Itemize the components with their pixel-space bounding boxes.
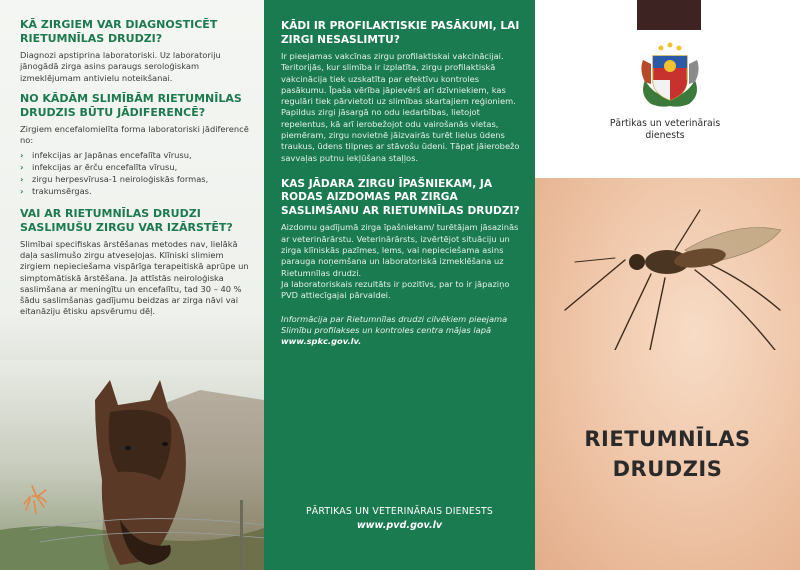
owner-action-text-2: Ja laboratoriskais rezultāts ir pozitīvs, par to ir jāpaziņo PVD attiecīgajai pārvaldei.	[281, 278, 510, 301]
info-note	[281, 314, 521, 348]
prevention-text-2: Papildus zirgi jāsargā no odu iedarbības, lietojot repelentus, kā arī ierobežojot odu vairošanās vietas, piemēram, zirgu novietnē jāizvairās turēt lielus ūdens traukus, ūdens tilpnes ar stāvošu ūdeni. Tāpat jāierobežo savvaļas putnu iekļūšana staļļos.	[281, 107, 520, 163]
mosquito-icon	[555, 200, 785, 350]
brochure-title	[535, 424, 800, 484]
owner-action-text-1: Aizdomu gadījumā zirga īpašniekam/ turētājam jāsazinās ar veterinārārstu. Veterinārārsts, izvērtējot situāciju un zirga klīniskās pazīmes, lems, vai nepieciešama asins parauga noņemšana un laboratoriskā izmeklēšana uz Rietumnīlas drudzi.	[281, 222, 519, 278]
agency-name	[585, 118, 745, 142]
left-panel	[0, 0, 264, 570]
mosquito-logo-icon	[20, 482, 54, 516]
coat-of-arms-icon	[637, 40, 703, 110]
diagnosis-text: Diagnozi apstiprina laboratoriski. Uz laboratoriju jānogādā zirga asins paraugs seroloģiskam izmeklējumam antivielu noteikšanai.	[20, 50, 221, 83]
footer-organization: PĀRTIKAS UN VETERINĀRAIS DIENESTS	[305, 506, 494, 517]
diagnosis-heading: KĀ ZIRGIEM VAR DIAGNOSTICĒT RIETUMNĪLAS DRUDZI?	[20, 18, 218, 45]
info-note-text: Informācija par Rietumnīlas drudzi cilvēkiem pieejama Slimību profilakses un kontroles centra mājas lapā	[281, 313, 508, 335]
top-color-bar	[637, 0, 701, 30]
right-panel	[535, 0, 800, 570]
treatment-text: Slimībai specifiskas ārstēšanas metodes nav, lielākā daļa saslimušo zirgu atveseļojas. Klīniski slimiem zirgiem nepieciešama vispārīga terapeitiskā aprūpe un simptomātiskā ārstēšana. Ja attīstās neiroloģiska saslimšana ar meningītu un encefalītu, tad 30 – 40 % šādu saslimšanas gadījumu beidzas ar zirga nāvi vai eitanāziju ētisku apsvērumu dēļ.	[20, 238, 249, 317]
middle-panel	[264, 0, 535, 570]
title-line-2: DRUDZIS	[612, 457, 723, 481]
agency-name-line-2: dienests	[645, 130, 685, 141]
list-item: › infekcijas ar Japānas encefalīta vīrusu,	[20, 150, 252, 162]
title-line-1: RIETUMNĪLAS	[584, 427, 751, 451]
prevention-heading: KĀDI IR PROFILAKTISKIE PASĀKUMI, LAI ZIRGI NESASLIMTU?	[281, 20, 520, 46]
list-item: › trakumsērgas.	[20, 186, 252, 198]
differential-intro: Zirgiem encefalomielīta forma laboratoriski jādiferencē no:	[20, 123, 249, 146]
middle-footer	[264, 506, 535, 531]
differential-list	[20, 150, 252, 197]
treatment-heading: VAI AR RIETUMNĪLAS DRUDZI SASLIMUŠU ZIRGU VAR IZĀRSTĒT?	[20, 206, 233, 234]
agency-name-line-1: Pārtikas un veterinārais	[609, 118, 721, 129]
list-item: › infekcijas ar ērču encefalīta vīrusu,	[20, 162, 252, 174]
differential-heading: NO KĀDĀM SLIMĪBĀM RIETUMNĪLAS DRUDZIS BŪTU JĀDIFERENCĒ?	[20, 91, 242, 119]
pvd-link[interactable]: www.pvd.gov.lv	[356, 520, 443, 531]
horse-photo	[0, 360, 264, 570]
owner-action-heading: KAS JĀDARA ZIRGU ĪPAŠNIEKAM, JA RODAS AIZDOMAS PAR ZIRGA SASLIMŠANU AR RIETUMNĪLAS DRUDZI?	[281, 177, 520, 217]
list-item: › zirgu herpesvīrusa-1 neiroloģiskās formas,	[20, 174, 252, 186]
prevention-text-1: Ir pieejamas vakcīnas zirgu profilaktiskai vakcinācijai. Teritorijās, kur slimība ir izplatīta, zirgu profilaktiskā vakcinācija tiek uzskatīta par efektīvu kontroles pasākumu. Īpaša vērība jāpievērš arī dzīvniekiem, kas regulāri tiek pārvietoti uz slimības skartajiem reģioniem.	[281, 51, 516, 107]
spkc-link[interactable]: www.spkc.gov.lv.	[281, 336, 362, 347]
